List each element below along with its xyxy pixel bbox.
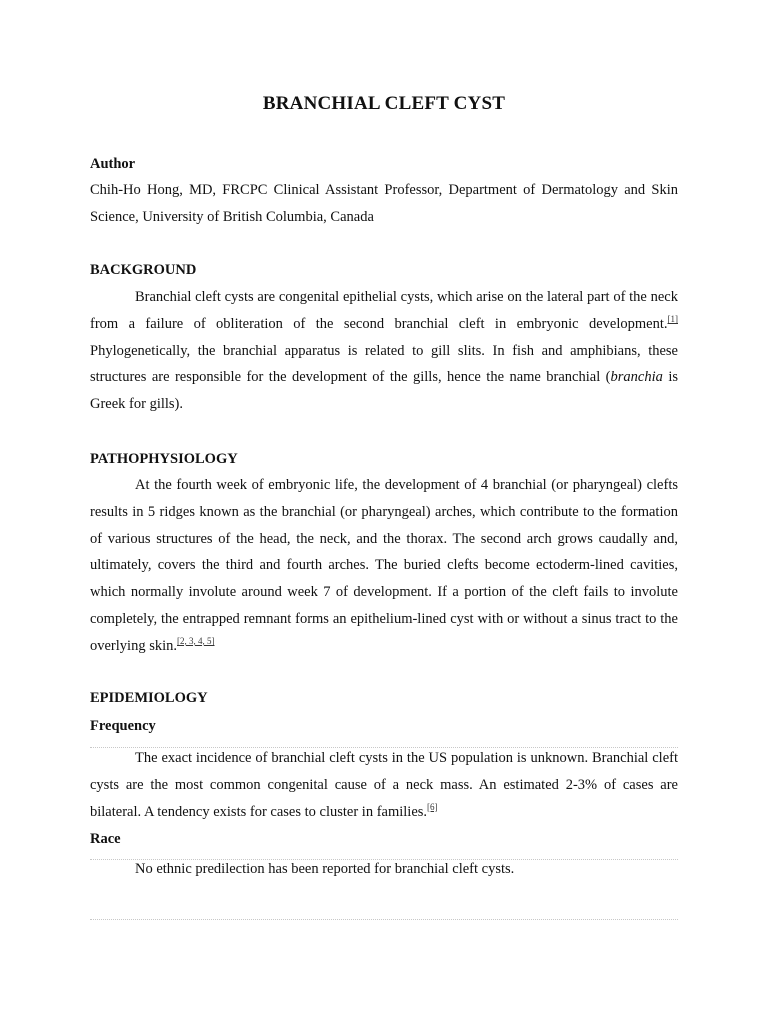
epidemiology-heading: EPIDEMIOLOGY	[90, 690, 208, 706]
background-paragraph	[90, 284, 678, 418]
citation-link[interactable]: [2, 3, 4, 5]	[177, 635, 215, 646]
race-heading: Race	[90, 831, 121, 847]
citation-link[interactable]: [6]	[427, 801, 438, 812]
pathophysiology-text: At the fourth week of embryonic life, the development of 4 branchial (or pharyngeal) clefts results in 5 ridges known as the branchial (or pharyngeal) arches, which contribute to the formation of various structures of the head, the neck, and the thorax. The second arch grows caudally and, ultimately, covers the third and fourth arches. The buried clefts become ectoderm-lined cavities, which normally involute around week 7 of development. If a portion of the cleft fails to involute completely, the entrapped remnant forms an epithelium-lined cyst with or without a sinus tract to the overlying skin.	[90, 477, 678, 654]
frequency-heading: Frequency	[90, 718, 156, 734]
race-paragraph: No ethnic predilection has been reported for branchial cleft cysts.	[135, 861, 515, 877]
document-title: BRANCHIAL CLEFT CYST	[262, 93, 506, 114]
background-text-2: Phylogenetically, the branchial apparatus is related to gill slits. In fish and amphibians, these structures are responsible for the development of the gills, hence the name branchial (	[90, 342, 678, 386]
background-heading: BACKGROUND	[90, 262, 197, 278]
frequency-paragraph	[90, 745, 678, 825]
background-text-1: Branchial cleft cysts are congenital epithelial cysts, which arise on the lateral part of the neck from a failure of obliteration of the second branchial cleft in embryonic development.	[90, 289, 678, 332]
author-heading: Author	[90, 156, 136, 172]
author-text: Chih-Ho Hong, MD, FRCPC Clinical Assistant Professor, Department of Dermatology and Skin Science, University of British Columbia, Canada	[90, 182, 678, 225]
citation-link[interactable]: [1]	[667, 313, 678, 324]
pathophysiology-heading: PATHOPHYSIOLOGY	[90, 451, 238, 467]
frequency-text: The exact incidence of branchial cleft cysts in the US population is unknown. Branchial cleft cysts are the most common congenital cause of a neck mass. An estimated 2-3% of cases are bilateral. A tendency exists for cases to cluster in families.	[90, 750, 678, 820]
pathophysiology-paragraph	[90, 472, 678, 660]
background-italic-term: branchia	[610, 369, 663, 386]
background-text-3: is Greek for gills).	[90, 369, 678, 413]
divider	[90, 919, 678, 920]
